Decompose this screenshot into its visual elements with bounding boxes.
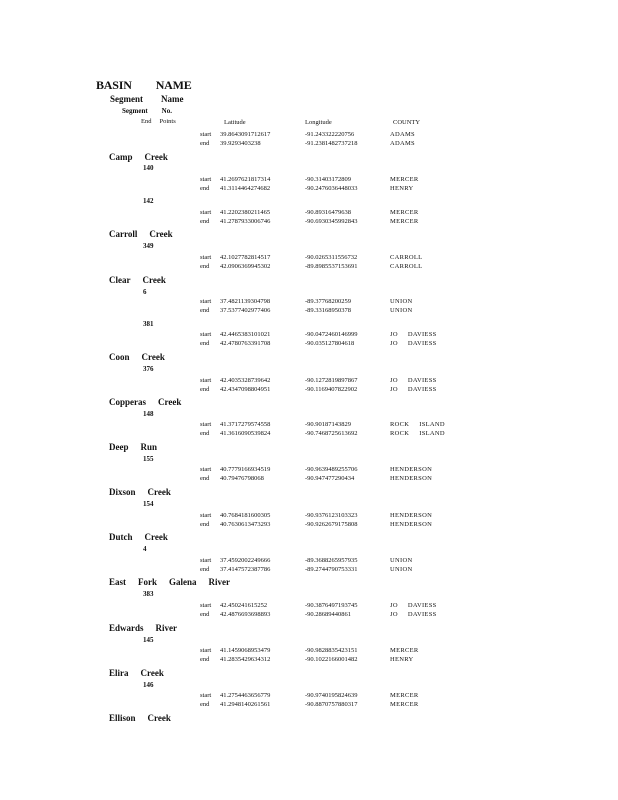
latitude-value: 37.4592002249666	[220, 557, 271, 564]
header-basin: BASIN	[96, 78, 132, 92]
stream-name	[109, 442, 169, 452]
county-value	[390, 429, 455, 438]
stream-name-word: Edwards	[109, 623, 144, 633]
county-word: HENDERSON	[390, 512, 433, 519]
end-point-label: end	[200, 307, 210, 314]
end-point-label: end	[200, 475, 210, 482]
stream-name	[109, 152, 180, 162]
longitude-value: -90.9376123103323	[305, 512, 358, 519]
county-word: UNION	[390, 557, 413, 564]
end-point-label: start	[200, 131, 212, 138]
stream-name	[109, 668, 176, 678]
end-point-label: end	[200, 386, 210, 393]
header-segment-no	[122, 107, 172, 115]
latitude-value: 42.4347098804951	[220, 386, 271, 393]
county-word: CARROLL	[390, 263, 423, 270]
stream-name-word: Clear	[109, 275, 131, 285]
stream-name-word: Galena	[169, 577, 197, 587]
latitude-value: 42.0906369945302	[220, 263, 271, 270]
county-value	[390, 376, 447, 385]
county-value	[390, 385, 447, 394]
stream-name-word: Creek	[147, 713, 171, 723]
stream-name-word: Creek	[144, 152, 168, 162]
header-segment-name	[110, 94, 184, 104]
county-value	[390, 655, 424, 664]
county-value	[390, 130, 425, 139]
end-point-label: start	[200, 209, 212, 216]
latitude-value: 41.3616090539824	[220, 430, 271, 437]
latitude-value: 41.3717279574558	[220, 421, 271, 428]
county-word: DAVIESS	[407, 331, 437, 338]
end-point-label: end	[200, 701, 210, 708]
segment-number: 155	[143, 455, 154, 463]
stream-name-word: Creek	[140, 668, 164, 678]
stream-name-word: Ellison	[109, 713, 136, 723]
stream-name	[109, 532, 180, 542]
county-word: ROCK	[390, 421, 410, 428]
segment-number: 349	[143, 242, 154, 250]
header-seg-name: Name	[161, 94, 184, 104]
end-point-label: end	[200, 656, 210, 663]
segment-number: 4	[143, 545, 147, 553]
end-point-label: start	[200, 176, 212, 183]
longitude-value: -90.0265311556732	[305, 254, 358, 261]
county-value	[390, 175, 429, 184]
segment-number: 6	[143, 288, 147, 296]
longitude-value: -90.7468725613692	[305, 430, 358, 437]
end-point-label: start	[200, 298, 212, 305]
longitude-value: -89.3688265957935	[305, 557, 358, 564]
end-point-label: end	[200, 521, 210, 528]
county-word: ROCK	[390, 430, 410, 437]
longitude-value: -90.947477290434	[305, 475, 355, 482]
longitude-value: -90.9262679175808	[305, 521, 358, 528]
latitude-value: 41.2787933006746	[220, 218, 271, 225]
longitude-value: -90.28689440861	[305, 611, 352, 618]
county-word: HENRY	[390, 185, 414, 192]
end-point-label: start	[200, 466, 212, 473]
county-value	[390, 691, 429, 700]
longitude-value: -90.8870757880317	[305, 701, 358, 708]
county-word: HENDERSON	[390, 521, 433, 528]
longitude-value: -90.31403172809	[305, 176, 352, 183]
latitude-value: 37.4147572387786	[220, 566, 271, 573]
latitude-value: 42.450241615252	[220, 602, 268, 609]
county-word: CARROLL	[390, 254, 423, 261]
stream-name-word: River	[155, 623, 178, 633]
county-word: DAVIESS	[407, 340, 437, 347]
latitude-value: 40.7630613473293	[220, 521, 271, 528]
latitude-value: 37.4821139304798	[220, 298, 271, 305]
end-point-label: start	[200, 512, 212, 519]
county-value	[390, 253, 432, 262]
column-header-county: COUNTY	[393, 119, 421, 126]
county-value	[390, 520, 442, 529]
header-no: No.	[161, 107, 172, 115]
header-name: NAME	[155, 78, 192, 92]
longitude-value: -90.89316479638	[305, 209, 352, 216]
latitude-value: 41.2754463656779	[220, 692, 271, 699]
county-value	[390, 646, 429, 655]
end-point-label: start	[200, 421, 212, 428]
header-end: End	[141, 118, 152, 125]
county-value	[390, 217, 429, 226]
end-point-label: end	[200, 185, 210, 192]
longitude-value: -90.3876497193745	[305, 602, 358, 609]
longitude-value: -90.0472460146999	[305, 331, 358, 338]
longitude-value: -89.8985537153691	[305, 263, 358, 270]
stream-name-word: Deep	[109, 442, 129, 452]
end-point-label: end	[200, 566, 210, 573]
county-word: ISLAND	[419, 421, 445, 428]
stream-name	[109, 229, 185, 239]
county-word: HENDERSON	[390, 466, 433, 473]
county-word: JO	[390, 386, 398, 393]
county-word: HENRY	[390, 656, 414, 663]
county-word: MERCER	[390, 701, 419, 708]
segment-number: 145	[143, 636, 154, 644]
header-points: Points	[159, 118, 176, 125]
county-value	[390, 601, 447, 610]
longitude-value: -90.1272819897867	[305, 377, 358, 384]
latitude-value: 37.5377402977406	[220, 307, 271, 314]
stream-name	[109, 397, 193, 407]
longitude-value: -89.33168950378	[305, 307, 352, 314]
latitude-value: 42.1027782814517	[220, 254, 271, 261]
county-word: UNION	[390, 307, 413, 314]
county-value	[390, 184, 424, 193]
stream-name-word: Creek	[142, 275, 166, 285]
header-segment2: Segment	[122, 107, 148, 115]
county-word: JO	[390, 611, 398, 618]
header-basin-name	[96, 78, 192, 93]
county-value	[390, 420, 455, 429]
county-word: DAVIESS	[407, 602, 437, 609]
end-point-label: start	[200, 647, 212, 654]
stream-name	[109, 352, 177, 362]
stream-name-word: Elira	[109, 668, 129, 678]
county-value	[390, 262, 432, 271]
longitude-value: -90.035127804618	[305, 340, 355, 347]
stream-name	[109, 275, 178, 285]
column-header-latitude: Latitude	[224, 119, 246, 126]
end-point-label: start	[200, 254, 212, 261]
end-point-label: end	[200, 430, 210, 437]
stream-name-word: Dixson	[109, 487, 136, 497]
county-value	[390, 330, 447, 339]
county-word: MERCER	[390, 647, 419, 654]
latitude-value: 41.1459068953479	[220, 647, 271, 654]
end-point-label: start	[200, 602, 212, 609]
end-point-label: end	[200, 611, 210, 618]
longitude-value: -91.243322220756	[305, 131, 355, 138]
county-word: MERCER	[390, 176, 419, 183]
end-point-label: end	[200, 263, 210, 270]
end-point-label: end	[200, 218, 210, 225]
stream-name-word: Fork	[138, 577, 158, 587]
latitude-value: 40.7684181600305	[220, 512, 271, 519]
latitude-value: 41.2697621817314	[220, 176, 271, 183]
county-word: MERCER	[390, 218, 419, 225]
header-end-points	[141, 118, 176, 125]
latitude-value: 42.4465383101021	[220, 331, 271, 338]
latitude-value: 39.8643091712617	[220, 131, 271, 138]
county-word: JO	[390, 331, 398, 338]
longitude-value: -89.37768200259	[305, 298, 352, 305]
latitude-value: 40.7779166934519	[220, 466, 271, 473]
county-value	[390, 339, 447, 348]
segment-number: 142	[143, 197, 154, 205]
end-point-label: start	[200, 692, 212, 699]
stream-name-word: Creek	[147, 487, 171, 497]
stream-name-word: Creek	[158, 397, 182, 407]
segment-number: 148	[143, 410, 154, 418]
county-value	[390, 297, 422, 306]
stream-name-word: East	[109, 577, 127, 587]
segment-number: 376	[143, 365, 154, 373]
county-word: ADAMS	[390, 140, 415, 147]
stream-name-word: Creek	[149, 229, 173, 239]
county-word: JO	[390, 340, 398, 347]
longitude-value: -89.2744790753331	[305, 566, 358, 573]
stream-name-word: Carroll	[109, 229, 138, 239]
stream-name-word: Creek	[141, 352, 165, 362]
county-word: MERCER	[390, 209, 419, 216]
county-value	[390, 610, 447, 619]
column-header-longitude: Longitude	[305, 119, 332, 126]
latitude-value: 41.2835429634312	[220, 656, 271, 663]
county-value	[390, 139, 425, 148]
segment-number: 381	[143, 320, 154, 328]
county-value	[390, 474, 442, 483]
county-value	[390, 465, 442, 474]
latitude-value: 42.4035328739642	[220, 377, 271, 384]
header-segment: Segment	[110, 94, 143, 104]
segment-number: 383	[143, 590, 154, 598]
latitude-value: 41.2948140261561	[220, 701, 271, 708]
stream-name	[109, 623, 189, 633]
stream-name	[109, 713, 183, 723]
county-word: ADAMS	[390, 131, 415, 138]
end-point-label: end	[200, 140, 210, 147]
county-word: DAVIESS	[407, 611, 437, 618]
county-word: JO	[390, 602, 398, 609]
county-value	[390, 556, 422, 565]
segment-number: 140	[143, 164, 154, 172]
stream-name-word: River	[208, 577, 231, 587]
latitude-value: 41.3114464274682	[220, 185, 271, 192]
latitude-value: 42.4876693698893	[220, 611, 271, 618]
longitude-value: -91.2381482737218	[305, 140, 358, 147]
longitude-value: -90.90187143829	[305, 421, 352, 428]
county-word: DAVIESS	[407, 386, 437, 393]
longitude-value: -90.9740195824639	[305, 692, 358, 699]
county-value	[390, 511, 442, 520]
longitude-value: -90.6930345992843	[305, 218, 358, 225]
county-value	[390, 700, 429, 709]
county-word: HENDERSON	[390, 475, 433, 482]
longitude-value: -90.1169407822902	[305, 386, 358, 393]
stream-name-word: Dutch	[109, 532, 133, 542]
end-point-label: end	[200, 340, 210, 347]
county-word: DAVIESS	[407, 377, 437, 384]
end-point-label: start	[200, 557, 212, 564]
stream-name-word: Coon	[109, 352, 130, 362]
stream-name-word: Run	[140, 442, 158, 452]
latitude-value: 39.9293403238	[220, 140, 261, 147]
county-word: UNION	[390, 566, 413, 573]
longitude-value: -90.1022166001482	[305, 656, 358, 663]
stream-name	[109, 577, 242, 587]
county-word: JO	[390, 377, 398, 384]
longitude-value: -90.9828835423151	[305, 647, 358, 654]
stream-name-word: Camp	[109, 152, 133, 162]
county-word: MERCER	[390, 692, 419, 699]
county-word: ISLAND	[419, 430, 445, 437]
segment-number: 154	[143, 500, 154, 508]
end-point-label: start	[200, 331, 212, 338]
stream-name	[109, 487, 183, 497]
county-value	[390, 565, 422, 574]
stream-name-word: Copperas	[109, 397, 147, 407]
latitude-value: 42.4780763391708	[220, 340, 271, 347]
segment-number: 146	[143, 681, 154, 689]
county-word: UNION	[390, 298, 413, 305]
longitude-value: -90.2476036448033	[305, 185, 358, 192]
end-point-label: start	[200, 377, 212, 384]
county-value	[390, 208, 429, 217]
stream-name-word: Creek	[144, 532, 168, 542]
latitude-value: 41.2202380211465	[220, 209, 271, 216]
longitude-value: -90.9639489255706	[305, 466, 358, 473]
latitude-value: 40.79476798068	[220, 475, 264, 482]
county-value	[390, 306, 422, 315]
